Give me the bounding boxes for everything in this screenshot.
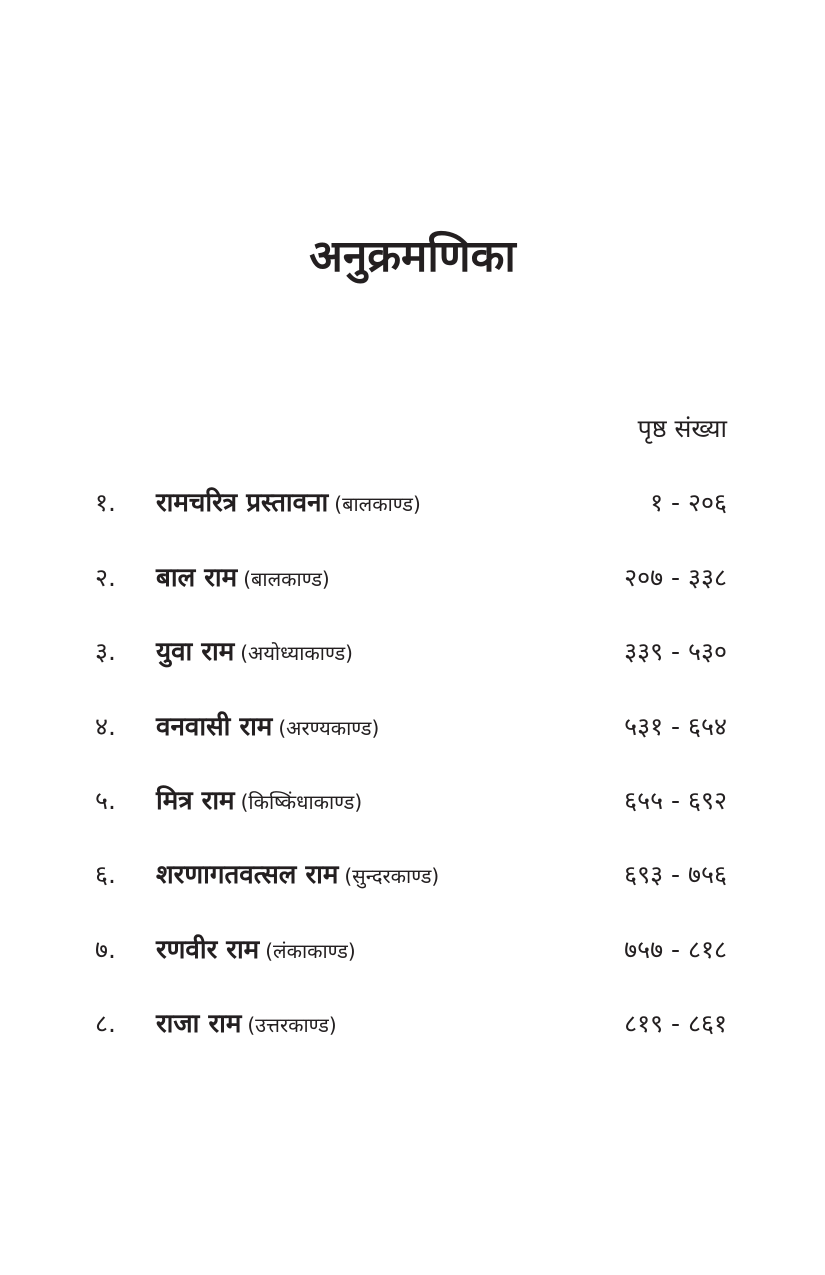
toc-row <box>0 627 825 677</box>
entry-kand: (बालकाण्ड) <box>243 567 330 591</box>
toc-row <box>0 478 825 528</box>
toc-row <box>0 925 825 975</box>
entry-text <box>156 776 362 829</box>
entry-kand: (किष्किंधाकाण्ड) <box>240 790 363 814</box>
toc-row <box>0 850 825 900</box>
entry-title: युवा राम <box>156 637 235 667</box>
entry-text <box>156 925 356 978</box>
toc-row <box>0 553 825 603</box>
entry-text <box>156 627 353 680</box>
entry-number: १. <box>95 488 116 517</box>
entry-number: ७. <box>95 935 116 964</box>
entry-page-range: ६५५ - ६९२ <box>624 786 727 815</box>
entry-title: मित्र राम <box>156 786 235 816</box>
toc-row <box>0 776 825 826</box>
entry-title: रणवीर राम <box>156 935 260 965</box>
toc-row <box>0 999 825 1049</box>
entry-page-range: १ - २०६ <box>650 488 727 517</box>
entry-text <box>156 553 330 606</box>
entry-kand: (लंकाकाण्ड) <box>265 939 356 963</box>
page-title: अनुक्रमणिका <box>309 231 516 282</box>
entry-kand: (उत्तरकाण्ड) <box>247 1013 337 1037</box>
entry-title: राजा राम <box>156 1009 242 1039</box>
entry-page-range: ७५७ - ८१८ <box>624 935 727 964</box>
entry-kand: (बालकाण्ड) <box>334 492 421 516</box>
entry-kand: (अरण्यकाण्ड) <box>278 716 380 740</box>
entry-title: बाल राम <box>156 563 238 593</box>
entry-title: शरणागतवत्सल राम <box>156 860 339 890</box>
entry-text <box>156 850 439 903</box>
entry-page-range: ५३१ - ६५४ <box>624 712 727 741</box>
toc-row <box>0 702 825 752</box>
entry-page-range: २०७ - ३३८ <box>624 563 727 592</box>
entry-title: वनवासी राम <box>156 712 273 742</box>
entry-text <box>156 999 337 1052</box>
entry-number: ३. <box>95 637 116 666</box>
entry-number: ५. <box>95 786 116 815</box>
entry-number: ४. <box>95 712 116 741</box>
entry-page-range: ८१९ - ८६१ <box>624 1009 727 1038</box>
entry-number: २. <box>95 563 116 592</box>
entry-page-range: ३३९ - ५३० <box>624 637 727 666</box>
entry-kand: (अयोध्याकाण्ड) <box>240 641 353 665</box>
entry-text <box>156 478 421 531</box>
entry-kand: (सुन्दरकाण्ड) <box>344 864 440 888</box>
entry-title: रामचरित्र प्रस्तावना <box>156 488 329 518</box>
page-number-column-header: पृष्ठ संख्या <box>637 414 727 443</box>
entry-number: ८. <box>95 1009 116 1038</box>
entry-number: ६. <box>95 860 116 889</box>
entry-page-range: ६९३ - ७५६ <box>624 860 727 889</box>
entry-text <box>156 702 379 755</box>
